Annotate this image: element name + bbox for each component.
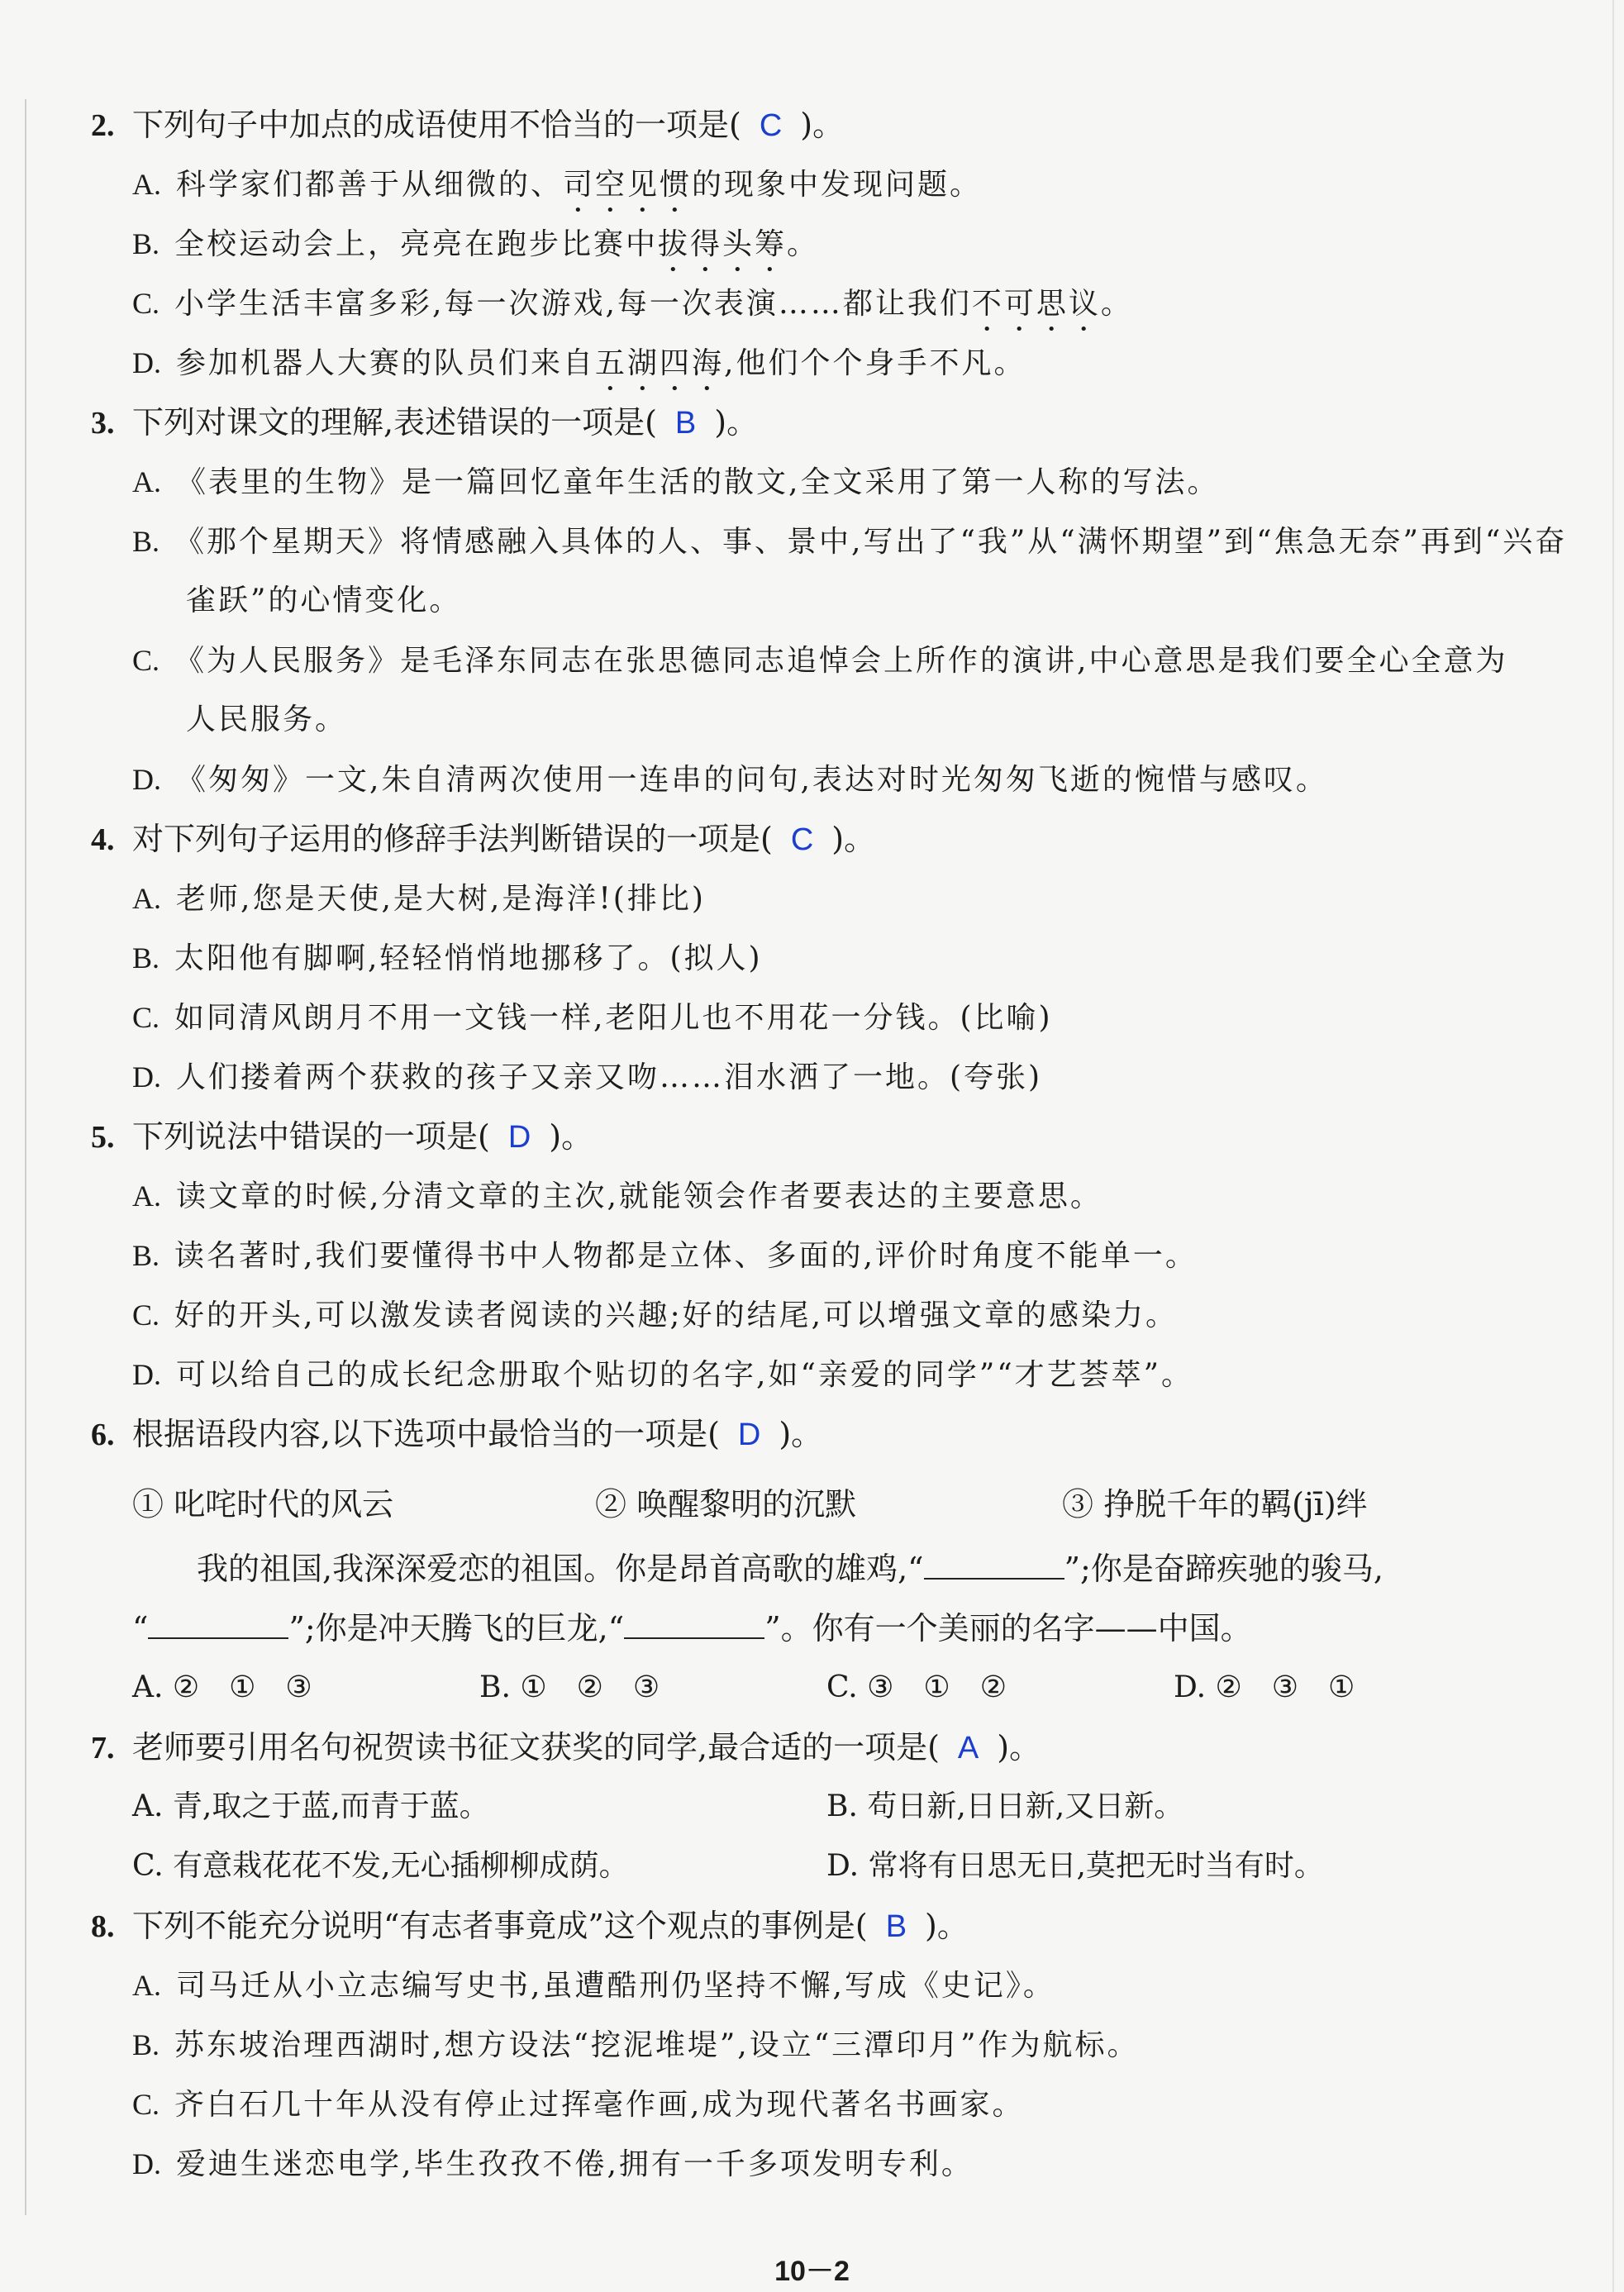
option-text: 人民服务。 (186, 703, 348, 736)
option-text: 读文章的时候,分清文章的主次,就能领会作者要表达的主要意思。 (176, 1179, 1103, 1213)
phrase-2: ② 唤醒黎明的沉默 (595, 1486, 857, 1522)
option-letter: D. (132, 346, 161, 379)
answer-mark: B (885, 1909, 907, 1944)
answer-mark: C (790, 822, 814, 857)
option-letter: A. (132, 1179, 161, 1213)
page-number: 10－2 (774, 2256, 850, 2287)
question-4-option-a (132, 869, 1570, 929)
option-letter: B. (132, 1239, 160, 1272)
fill-blank (148, 1608, 288, 1639)
question-number: 7. (91, 1731, 115, 1765)
question-3-option-a (132, 452, 1570, 512)
option-letter: C. (132, 1298, 160, 1332)
option-text: 可以给自己的成长纪念册取个贴切的名字,如“亲爱的同学”“才艺荟萃”。 (176, 1358, 1194, 1392)
question-3-option-c (132, 631, 1570, 691)
passage-text: ”;你是奋蹄疾驰的骏马, (1064, 1551, 1383, 1587)
question-6-option-c: C. ③ ① ② (826, 1670, 1007, 1704)
option-letter: B. (132, 2028, 160, 2061)
question-3-option-b (132, 512, 1570, 572)
option-text: 的现象中发现问题。 (692, 168, 983, 202)
question-7-option-b: B. 苟日新,日日新,又日新。 (826, 1789, 1184, 1823)
dotted-idiom: 不可思议 (971, 287, 1101, 321)
option-text: 老师,您是天使,是大树,是海洋!(排比) (176, 882, 706, 916)
question-5-option-a (132, 1166, 1570, 1227)
question-6-stem (91, 1404, 1570, 1465)
question-2-option-d (132, 333, 1570, 398)
option-letter: B. (132, 525, 160, 558)
question-number: 8. (91, 1909, 115, 1944)
option-text: 齐白石几十年从没有停止过挥毫作画,成为现代著名书画家。 (174, 2088, 1025, 2122)
option-text: 全校运动会上，亮亮在跑步比赛中 (174, 227, 659, 261)
option-letter: C. (132, 1001, 160, 1034)
stem-close: )。 (997, 1729, 1041, 1765)
stem-close: )。 (714, 404, 759, 441)
stem-close: )。 (925, 1908, 969, 1944)
question-7-stem (91, 1718, 1570, 1778)
dotted-idiom: 拔得头筹 (658, 227, 788, 261)
option-letter: A. (132, 1969, 161, 2002)
question-4-option-c (132, 988, 1570, 1048)
option-text: 。 (1100, 287, 1133, 321)
option-text: 参加机器人大赛的队员们来自 (176, 346, 596, 380)
stem-text: 下列不能充分说明“有志者事竟成”这个观点的事例是( (132, 1908, 868, 1944)
question-number: 3. (91, 406, 115, 441)
question-8-option-a (132, 1956, 1570, 2016)
right-margin-rule (1612, 0, 1614, 2292)
question-5-option-b (132, 1226, 1570, 1286)
question-8-option-b (132, 2015, 1570, 2075)
question-2-option-a (132, 155, 1570, 219)
question-8-option-d (132, 2134, 1570, 2194)
passage-text: 我的祖国,我深深爱恋的祖国。你是昂首高歌的雄鸡,“ (197, 1551, 924, 1587)
stem-text: 根据语段内容,以下选项中最恰当的一项是( (132, 1416, 720, 1452)
answer-mark: D (737, 1418, 761, 1452)
question-5-option-d (132, 1345, 1570, 1405)
option-letter: B. (132, 227, 160, 260)
answer-mark: C (759, 108, 783, 143)
question-7-option-d: D. 常将有日思无日,莫把无时当有时。 (826, 1849, 1324, 1883)
question-5-stem (91, 1107, 1570, 1167)
question-3-stem (91, 393, 1570, 453)
question-2-option-b (132, 214, 1570, 279)
option-letter: A. (132, 465, 161, 498)
stem-text: 下列句子中加点的成语使用不恰当的一项是( (132, 107, 741, 143)
stem-close: )。 (549, 1118, 593, 1155)
option-text: 爱迪生迷恋电学,毕生孜孜不倦,拥有一千多项发明专利。 (176, 2147, 974, 2181)
option-text: 科学家们都善于从细微的、 (176, 168, 564, 202)
option-text: 。 (787, 227, 820, 261)
option-letter: D. (132, 763, 161, 796)
option-letter: C. (132, 287, 160, 320)
passage-line-2 (132, 1599, 1570, 1658)
option-text: 太阳他有脚啊,轻轻悄悄地挪移了。(拟人) (174, 941, 763, 975)
option-text: 《匆匆》一文,朱自清两次使用一连串的问句,表达对时光匆匆飞逝的惋惜与感叹。 (176, 763, 1328, 797)
option-letter: A. (132, 882, 161, 915)
question-2-option-c (132, 274, 1570, 338)
stem-text: 对下列句子运用的修辞手法判断错误的一项是( (132, 821, 773, 857)
question-4-option-d (132, 1047, 1570, 1108)
option-text: ,他们个个身手不凡。 (724, 346, 1026, 380)
stem-close: )。 (779, 1416, 823, 1452)
stem-text: 下列对课文的理解,表述错误的一项是( (132, 404, 657, 441)
question-5-option-c (132, 1285, 1570, 1346)
question-2-stem (91, 95, 1570, 155)
question-number: 5. (91, 1120, 115, 1155)
answer-mark: D (507, 1120, 531, 1155)
question-8-stem (91, 1896, 1570, 1956)
option-letter: C. (132, 644, 160, 677)
passage-text: ”;你是冲天腾飞的巨龙,“ (288, 1610, 625, 1646)
question-number: 6. (91, 1418, 115, 1452)
option-text: 好的开头,可以激发读者阅读的兴趣;好的结尾,可以增强文章的感染力。 (174, 1298, 1179, 1332)
option-letter: B. (132, 941, 160, 974)
option-text: 如同清风朗月不用一文钱一样,老阳儿也不用花一分钱。(比喻) (174, 1001, 1053, 1035)
question-6-option-b: B. ① ② ③ (479, 1670, 660, 1704)
left-margin-rule (25, 99, 26, 2215)
question-7-option-c: C. 有意栽花花不发,无心插柳柳成荫。 (132, 1849, 629, 1883)
passage-text: “ (132, 1610, 149, 1646)
stem-text: 下列说法中错误的一项是( (132, 1118, 490, 1155)
option-letter: A. (132, 168, 161, 201)
question-4-stem (91, 809, 1570, 870)
option-text: 司马迁从小立志编写史书,虽遭酷刑仍坚持不懈,写成《史记》。 (176, 1969, 1055, 2003)
phrase-1: ① 叱咤时代的风云 (132, 1486, 394, 1522)
phrase-3: ③ 挣脱千年的羁(jī)绊 (1062, 1486, 1368, 1522)
answer-mark: A (957, 1731, 979, 1765)
option-text: 《表里的生物》是一篇回忆童年生活的散文,全文采用了第一人称的写法。 (176, 465, 1220, 499)
stem-close: )。 (831, 821, 876, 857)
question-6-option-d: D. ② ③ ① (1174, 1670, 1355, 1704)
question-6-option-a: A. ② ① ③ (132, 1670, 312, 1704)
fill-blank (624, 1608, 764, 1639)
option-letter: C. (132, 2088, 160, 2121)
question-3-option-d (132, 750, 1570, 810)
passage-text: ”。你有一个美丽的名字——中国。 (764, 1610, 1252, 1646)
option-letter: D. (132, 1358, 161, 1391)
option-letter: D. (132, 2147, 161, 2180)
option-text: 苏东坡治理西湖时,想方设法“挖泥堆堤”,设立“三潭印月”作为航标。 (174, 2028, 1140, 2062)
dotted-idiom: 司空见惯 (563, 168, 693, 202)
question-number: 2. (91, 108, 115, 143)
passage-line-1 (197, 1539, 1624, 1599)
question-4-option-b (132, 928, 1570, 989)
stem-text: 老师要引用名句祝贺读书征文获奖的同学,最合适的一项是( (132, 1729, 940, 1765)
fill-blank (924, 1548, 1064, 1580)
option-text: 小学生活丰富多彩,每一次游戏,每一次表演……都让我们 (174, 287, 972, 321)
option-text: 《那个星期天》将情感融入具体的人、事、景中,写出了“我”从“满怀期望”到“焦急无奈”再到“兴奋 (174, 525, 1568, 559)
option-text: 雀跃”的心情变化。 (186, 584, 462, 617)
option-text: 《为人民服务》是毛泽东同志在张思德同志追悼会上所作的演讲,中心意思是我们要全心全意为 (174, 644, 1508, 678)
question-number: 4. (91, 822, 115, 857)
stem-close: )。 (800, 107, 845, 143)
question-3-option-b-continued (186, 571, 1624, 631)
option-letter: D. (132, 1060, 161, 1094)
question-7-option-a: A. 青,取之于蓝,而青于蓝。 (132, 1789, 489, 1823)
question-8-option-c (132, 2075, 1570, 2135)
answer-mark: B (674, 406, 697, 441)
option-text: 读名著时,我们要懂得书中人物都是立体、多面的,评价时角度不能单一。 (174, 1239, 1198, 1273)
question-3-option-c-continued (186, 690, 1624, 750)
option-text: 人们搂着两个获救的孩子又亲又吻……泪水洒了一地。(夸张) (176, 1060, 1043, 1094)
dotted-idiom: 五湖四海 (595, 346, 725, 380)
